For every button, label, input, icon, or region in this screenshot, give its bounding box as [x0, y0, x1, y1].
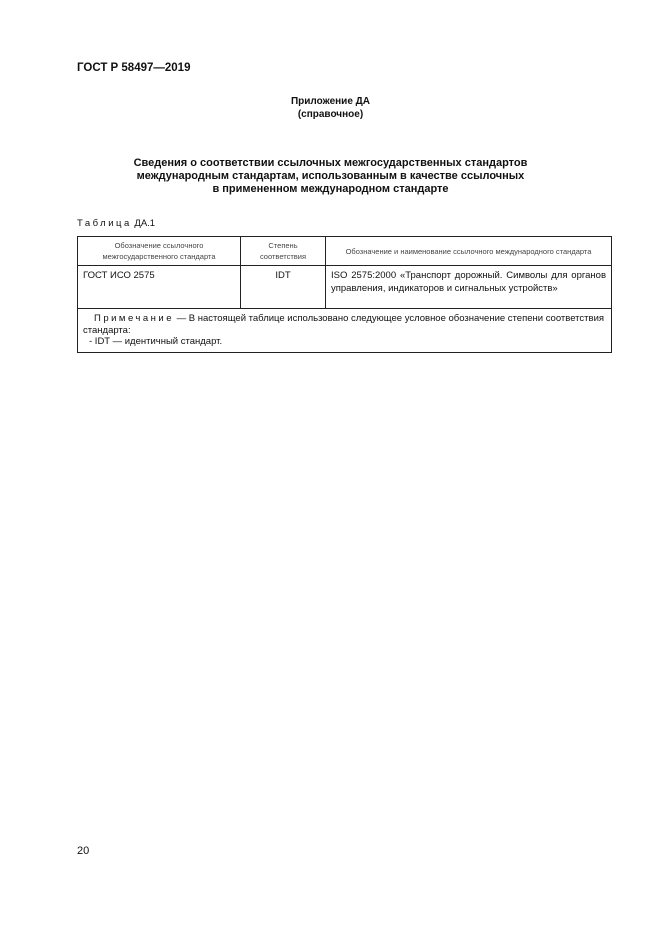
title-line: международным стандартам, использованным в качестве ссылочных — [136, 170, 525, 182]
caption-word: Таблица — [77, 218, 132, 229]
table-row — [78, 266, 612, 309]
header-cell: Обозначение и наименование ссылочного международного стандарта — [326, 237, 612, 266]
title-line: в примененном международном стандарте — [212, 183, 449, 195]
caption-number: ДА.1 — [134, 218, 156, 229]
appendix-subtitle: (справочное) — [297, 109, 364, 120]
table-cell: ГОСТ ИСО 2575 — [78, 266, 241, 309]
table-caption — [77, 218, 155, 229]
section-title — [0, 157, 661, 196]
appendix-title: Приложение ДА — [290, 96, 371, 107]
header-cell: Степень соответствия — [241, 237, 326, 266]
title-line: Сведения о соответствии ссылочных межгосударственных стандартов — [133, 157, 528, 169]
table-cell: ISO 2575:2000 «Транспорт дорожный. Символы для органов управления, индикаторов и сигнальных устройств» — [326, 266, 612, 309]
reference-table — [77, 236, 612, 353]
note-text: — В настоящей таблице использовано следующее условное обозначение степени соответствия стандарта: — [83, 313, 605, 336]
table-note — [78, 309, 612, 353]
table-cell: IDT — [241, 266, 326, 309]
table-header-row — [78, 237, 612, 266]
appendix-heading — [0, 95, 661, 121]
document-header: ГОСТ Р 58497—2019 — [77, 62, 191, 74]
header-cell: Обозначение ссылочного межгосударственного стандарта — [78, 237, 241, 266]
note-item: - IDT — идентичный стандарт. — [89, 336, 223, 347]
note-word: Примечание — [94, 313, 174, 324]
table-note-row — [78, 309, 612, 353]
page-number: 20 — [77, 845, 90, 857]
